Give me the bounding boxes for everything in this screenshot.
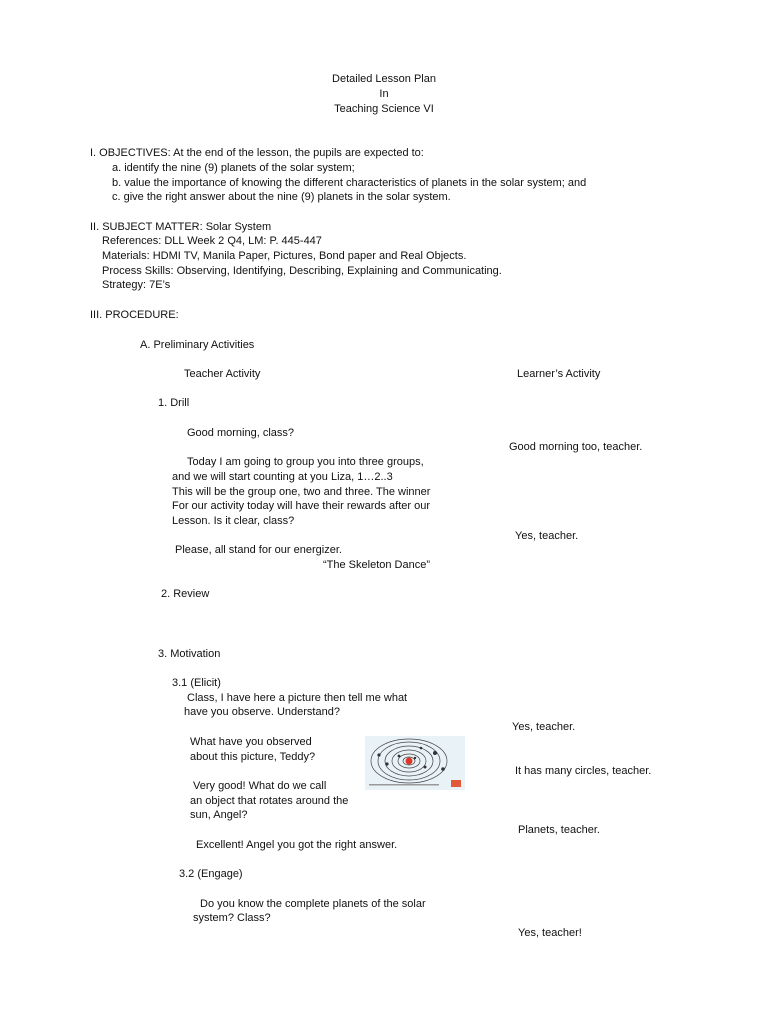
- teacher-line: Excellent! Angel you got the right answer.: [196, 839, 398, 851]
- learner-line: Yes, teacher.: [512, 721, 576, 733]
- teacher-line: Today I am going to group you into three groups,: [187, 456, 424, 468]
- learner-line: Good morning too, teacher.: [509, 441, 643, 453]
- teacher-line: system? Class?: [193, 912, 271, 924]
- teacher-line: Good morning, class?: [187, 427, 294, 439]
- subject-line: References: DLL Week 2 Q4, LM: P. 445-447: [102, 235, 322, 247]
- teacher-line: sun, Angel?: [190, 809, 248, 821]
- teacher-line: Do you know the complete planets of the solar: [200, 898, 426, 910]
- title-line-2: In: [379, 88, 389, 100]
- learner-column-header: Learner’s Activity: [517, 368, 601, 380]
- engage-heading: 3.2 (Engage): [179, 868, 243, 880]
- teacher-line: This will be the group one, two and three. The winner: [172, 486, 431, 498]
- teacher-column-header: Teacher Activity: [184, 368, 261, 380]
- teacher-line: For our activity today will have their rewards after our: [172, 500, 430, 512]
- subject-heading: II. SUBJECT MATTER: Solar System: [90, 221, 272, 233]
- subject-line: Strategy: 7E’s: [102, 279, 171, 291]
- subject-line: Process Skills: Observing, Identifying, Describing, Explaining and Communicating.: [102, 265, 502, 277]
- learner-line: Yes, teacher!: [518, 927, 582, 939]
- preliminary-heading: A. Preliminary Activities: [140, 339, 255, 351]
- elicit-heading: 3.1 (Elicit): [172, 677, 221, 689]
- teacher-line: What have you observed: [190, 736, 312, 748]
- teacher-line: Lesson. Is it clear, class?: [172, 515, 295, 527]
- teacher-line: and we will start counting at you Liza, 1…2..3: [172, 471, 393, 483]
- objective-item: a. identify the nine (9) planets of the solar system;: [112, 162, 355, 174]
- learner-line: It has many circles, teacher.: [515, 765, 652, 777]
- teacher-line: have you observe. Understand?: [184, 706, 340, 718]
- drill-heading: 1. Drill: [158, 397, 190, 409]
- objectives-heading: I. OBJECTIVES: At the end of the lesson, the pupils are expected to:: [90, 147, 424, 159]
- energizer-title: “The Skeleton Dance”: [323, 559, 430, 571]
- teacher-line: an object that rotates around the: [190, 795, 349, 807]
- title-line-3: Teaching Science VI: [334, 103, 434, 115]
- teacher-line: about this picture, Teddy?: [190, 751, 316, 763]
- objective-item: c. give the right answer about the nine (9) planets in the solar system.: [112, 191, 451, 203]
- learner-line: Yes, teacher.: [515, 530, 579, 542]
- title-line-1: Detailed Lesson Plan: [332, 73, 436, 85]
- solar-system-picture-icon: [365, 736, 465, 790]
- subject-line: Materials: HDMI TV, Manila Paper, Pictures, Bond paper and Real Objects.: [102, 250, 467, 262]
- motivation-heading: 3. Motivation: [158, 648, 221, 660]
- teacher-line: Class, I have here a picture then tell me what: [187, 692, 408, 704]
- objective-item: b. value the importance of knowing the different characteristics of planets in the solar system; and: [112, 177, 587, 189]
- review-heading: 2. Review: [161, 588, 210, 600]
- teacher-line: Please, all stand for our energizer.: [175, 544, 342, 556]
- procedure-heading: III. PROCEDURE:: [90, 309, 179, 321]
- learner-line: Planets, teacher.: [518, 824, 600, 836]
- teacher-line: Very good! What do we call: [193, 780, 327, 792]
